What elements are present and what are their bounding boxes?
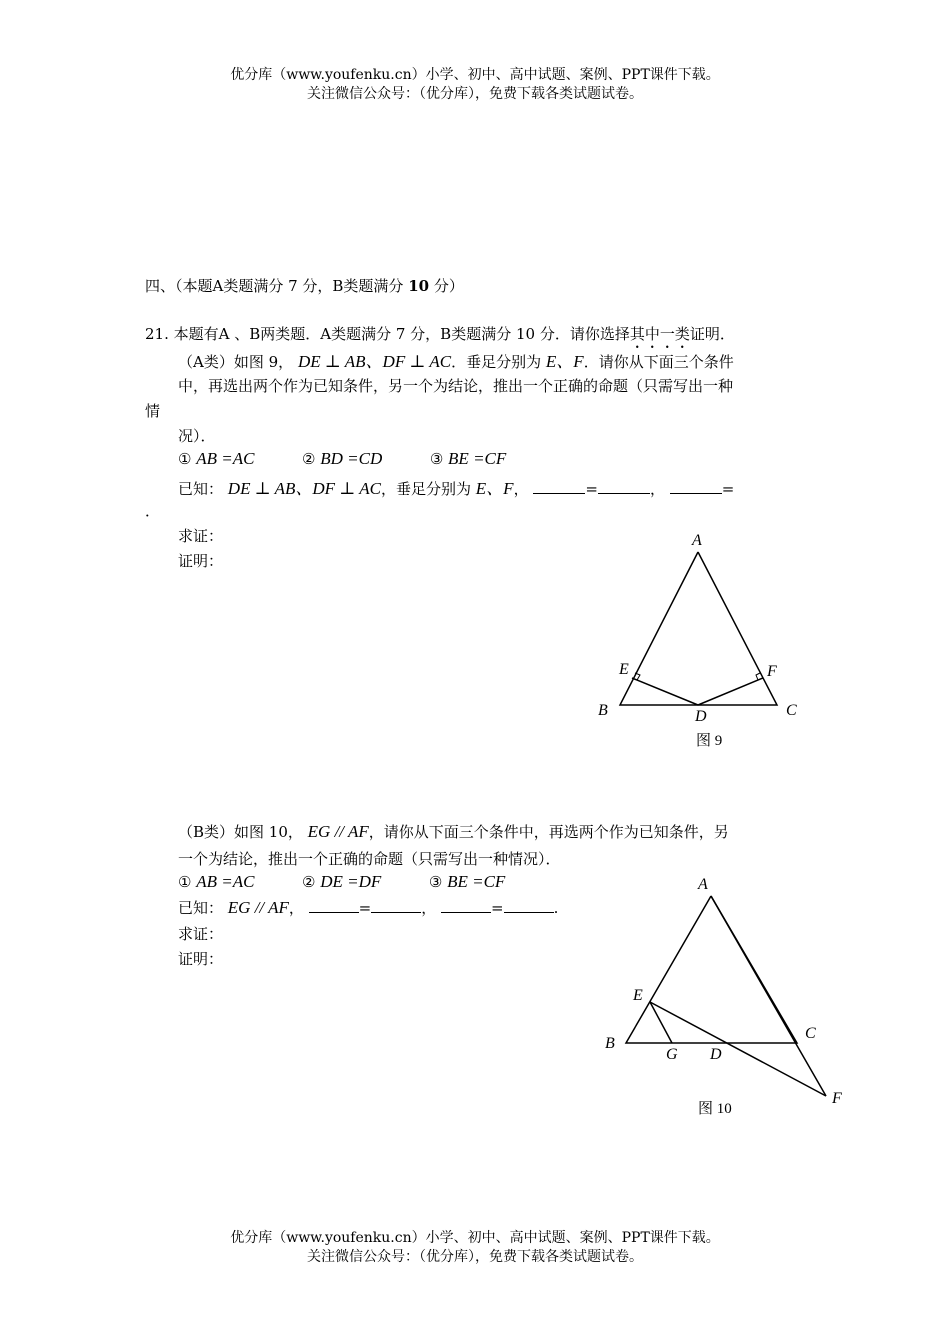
a-line1-end: ．请你从下面三个条件 xyxy=(583,353,734,371)
q21-number: 21. xyxy=(145,325,169,343)
fig10-triangle-abc xyxy=(626,896,797,1043)
fig10-label-a: A xyxy=(698,876,708,893)
b-eq-1: = xyxy=(358,899,372,917)
a-line-2: 中，再选出两个作为已知条件，另一个为结论，推出一个正确的命题（只需写出一种 xyxy=(178,377,734,395)
a-known-mid: ，垂足分别为 xyxy=(380,480,471,498)
a-known-math: DE ⊥ AB、DF ⊥ AC xyxy=(227,479,381,498)
a-comma-2: ， xyxy=(649,480,665,498)
a-eq-2: = xyxy=(721,480,735,498)
b-eq-2: = xyxy=(491,899,504,917)
a-line-4: 况）． xyxy=(178,427,216,445)
fig9-label-f: F xyxy=(767,663,777,680)
q21-intro-text: 本题有A 、B两类题．A类题满分 7 分，B类题满分 10 分．请你选择 xyxy=(173,325,630,343)
a-c2: BD =CD xyxy=(320,449,383,468)
b-period: . xyxy=(553,899,559,917)
a-line1-math: DE ⊥ AB、DF ⊥ AC xyxy=(297,352,452,371)
a-period: ． xyxy=(145,502,161,520)
a-c2-num: ② xyxy=(302,450,316,468)
a-c1-num: ① xyxy=(178,450,192,468)
fig10-label-e: E xyxy=(633,987,643,1004)
b-line1-post: ，请你从下面三个条件中，再选两个作为已知条件，另 xyxy=(368,823,729,841)
b-c2: DE =DF xyxy=(320,872,382,891)
header-line-1: 优分库（www.youfenku.cn）小学、初中、高中试题、案例、PPT课件下载。 xyxy=(230,67,720,83)
footer-line-2: 关注微信公众号：（优分库），免费下载各类试题试卷。 xyxy=(307,1249,643,1265)
fig10-label-d: D xyxy=(710,1046,722,1063)
b-known-label: 已知： xyxy=(178,899,224,917)
section-title-post: 分） xyxy=(433,277,464,295)
figure-10 xyxy=(595,870,855,1120)
b-line-2: 一个为结论，推出一个正确的命题（只需写出一种情况）． xyxy=(178,850,561,868)
b-known-math: EG // AF xyxy=(227,898,289,917)
b-c1: AB =AC xyxy=(196,872,255,891)
fig10-caption: 图 10 xyxy=(698,1101,732,1117)
fig9-label-e: E xyxy=(619,661,629,678)
b-conditions xyxy=(178,872,505,892)
section-title xyxy=(145,275,464,296)
a-blank-2[interactable] xyxy=(598,479,650,494)
b-c2-num: ② xyxy=(302,873,316,891)
fig9-segment-de xyxy=(632,678,698,705)
a-conditions xyxy=(178,449,506,469)
fig9-label-c: C xyxy=(786,702,797,719)
b-known xyxy=(178,897,558,918)
b-proof-label: 证明： xyxy=(178,950,224,968)
fig9-label-a: A xyxy=(692,532,702,549)
section-title-pre: 四、（本题A类题满分 7 分，B类题满分 xyxy=(145,277,404,295)
b-line1-math: EG // AF xyxy=(307,822,369,841)
a-c1: AB =AC xyxy=(196,449,255,468)
fig10-label-f: F xyxy=(832,1090,842,1107)
fig10-label-b: B xyxy=(605,1035,615,1052)
a-blank-3[interactable] xyxy=(670,479,722,494)
b-blank-3[interactable] xyxy=(441,898,491,913)
q21-intro-dotted: 其中一类 xyxy=(629,325,690,343)
a-c3-num: ③ xyxy=(429,450,444,468)
fig9-segment-df xyxy=(698,678,763,705)
fig9-label-b: B xyxy=(598,702,608,719)
b-blank-2[interactable] xyxy=(371,898,421,913)
a-blank-1[interactable] xyxy=(533,479,585,494)
b-c3-num: ③ xyxy=(428,873,443,891)
a-line1-math2: E、F xyxy=(545,352,584,371)
fig10-label-c: C xyxy=(805,1025,816,1042)
b-prove-label: 求证： xyxy=(178,925,224,943)
b-comma-2: ， xyxy=(421,899,437,917)
section-title-bold: 10 xyxy=(408,277,430,295)
b-line-1 xyxy=(178,821,729,842)
b-comma-1: ， xyxy=(288,899,304,917)
header-line-2: 关注微信公众号：（优分库），免费下载各类试题试卷。 xyxy=(307,86,643,102)
b-c3: BE =CF xyxy=(447,872,506,891)
footer-line-1: 优分库（www.youfenku.cn）小学、初中、高中试题、案例、PPT课件下载。 xyxy=(230,1230,720,1246)
a-proof-label: 证明： xyxy=(178,552,224,570)
a-line-1 xyxy=(178,347,734,372)
q21-intro-end: 证明． xyxy=(689,325,735,343)
b-blank-1[interactable] xyxy=(309,898,359,913)
a-known-math2: E、F xyxy=(475,479,514,498)
fig10-label-g: G xyxy=(666,1046,678,1063)
a-eq-1: = xyxy=(585,480,598,498)
fig9-label-d: D xyxy=(695,708,707,725)
figure-9 xyxy=(590,528,810,758)
a-known xyxy=(178,474,734,499)
a-line-3: 情 xyxy=(145,402,161,420)
b-line1-pre: （B类）如图 10， xyxy=(178,823,303,841)
a-c3: BE =CF xyxy=(448,449,507,468)
b-c1-num: ① xyxy=(178,873,192,891)
b-blank-4[interactable] xyxy=(504,898,554,913)
a-line1-pre: （A类）如图 9， xyxy=(178,353,294,371)
a-known-label: 已知： xyxy=(178,480,224,498)
a-prove-label: 求证： xyxy=(178,527,224,545)
a-line1-post: ．垂足分别为 xyxy=(451,353,542,371)
fig9-caption: 图 9 xyxy=(696,733,723,749)
a-comma-1: ， xyxy=(513,480,529,498)
